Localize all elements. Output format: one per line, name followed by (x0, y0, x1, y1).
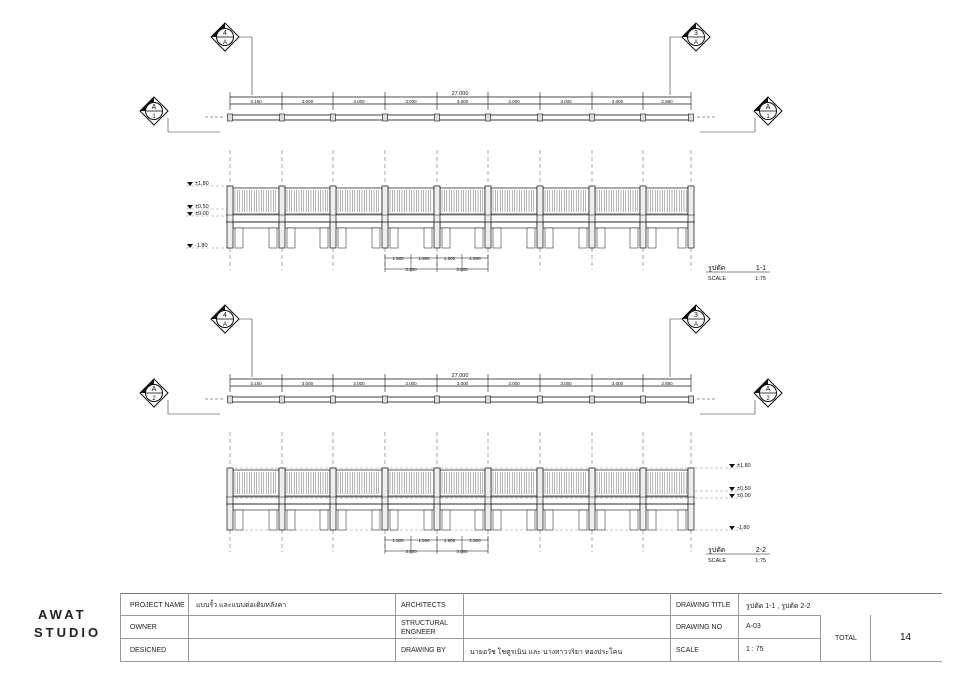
total-value: 14 (900, 632, 912, 643)
ground-beam (543, 222, 589, 228)
footing-pile (597, 228, 605, 248)
footing-pile (475, 510, 483, 530)
ground-beam (233, 504, 279, 510)
footing-pile (269, 510, 277, 530)
plan-column (590, 396, 595, 403)
footing-pile (390, 510, 398, 530)
fence-column (382, 186, 388, 248)
ground-beam (440, 222, 485, 228)
footing-pile (442, 228, 450, 248)
section-1-1 (168, 37, 770, 282)
marker-top-label: A (151, 104, 157, 111)
span-dimension-label: 3.000 (508, 99, 520, 104)
overall-dimension-label: 27.000 (451, 373, 469, 379)
span-dimension-label: 3.000 (611, 99, 624, 104)
plan-column (689, 396, 694, 403)
plan-column (383, 396, 388, 403)
marker-top-label: A (151, 386, 157, 393)
fence-column (640, 468, 646, 530)
footing-pile (545, 228, 553, 248)
title-block-col-line (395, 593, 396, 661)
footing-pile (269, 228, 277, 248)
level-label: -1.80 (737, 525, 750, 531)
footing-pile (287, 228, 295, 248)
level-label: ±0.50 (737, 486, 751, 492)
plan-beam (230, 397, 691, 402)
plan-column (538, 114, 543, 121)
section-2-2 (168, 319, 770, 564)
footing-pile (442, 510, 450, 530)
title-block-row-line (120, 638, 820, 639)
span-dimension-label: 3.000 (508, 381, 520, 386)
span-dimension-label: 2.850 (661, 381, 673, 386)
marker-bottom-label: A (222, 322, 228, 328)
level-triangle (729, 487, 735, 491)
title-block-col-line (870, 615, 871, 661)
ground-beam (646, 222, 688, 228)
designed-label: DESICNED (130, 647, 167, 654)
ground-beam (595, 222, 640, 228)
footing-pile (338, 510, 346, 530)
fence-column (485, 468, 491, 530)
footing-pile (372, 510, 380, 530)
footing-pile (424, 228, 432, 248)
marker-bottom-label: A (693, 40, 699, 46)
footing-pile (527, 510, 535, 530)
fence-column (382, 468, 388, 530)
marker-top-label: A (765, 104, 771, 111)
footing-pile (235, 228, 243, 248)
section-title-thai: รูปตัด (708, 265, 726, 272)
overall-dimension-label: 27.000 (451, 91, 469, 97)
level-label: ±0.50 (195, 204, 209, 210)
footing-pile (390, 228, 398, 248)
footing-pile (287, 510, 295, 530)
scale-value: 1 : 75 (746, 646, 764, 653)
ground-beam (336, 222, 382, 228)
span-dimension-label: 3.000 (301, 99, 314, 104)
drawing-by-value: นายอวัช โชตูรเนิน และ นางสาววริยา ทองประโคน (470, 649, 623, 656)
project-name-label: PROJECT NAME (130, 602, 185, 609)
level-label: ±0.00 (195, 211, 209, 217)
marker-top-label: 3 (694, 312, 698, 319)
span-dimension-label: 3.000 (456, 99, 469, 104)
footing-pile (648, 510, 656, 530)
bottom-dimension-label: 3.000 (405, 549, 417, 554)
section-marker-left (140, 97, 168, 125)
drawing-by-label: DRAWING BY (401, 647, 446, 654)
drawing-no-value: A-03 (746, 623, 761, 630)
fence-column (537, 186, 543, 248)
plan-column (383, 114, 388, 121)
plan-column (641, 396, 646, 403)
marker-top-label: 4 (223, 30, 227, 37)
level-triangle (729, 526, 735, 530)
plan-column (486, 114, 491, 121)
marker-bottom-label: A (222, 40, 228, 46)
fence-column (589, 468, 595, 530)
marker-bottom-label: 1 (766, 114, 770, 120)
footing-pile (579, 228, 587, 248)
plan-column (228, 396, 233, 403)
span-dimension-label: 3.000 (301, 381, 314, 386)
section-marker-left (140, 379, 168, 407)
footing-pile (678, 228, 686, 248)
footing-pile (320, 510, 328, 530)
total-label: TOTAL (835, 635, 857, 642)
drawing-no-label: DRAWING NO (676, 624, 723, 631)
section-scale-label: SCALE (708, 276, 727, 282)
footing-pile (424, 510, 432, 530)
section-title-number: 2-2 (755, 547, 766, 554)
footing-pile (630, 510, 638, 530)
title-block-bottom-border (120, 661, 942, 662)
footing-pile (527, 228, 535, 248)
section-scale-label: SCALE (708, 558, 727, 564)
span-dimension-label: 3.000 (611, 381, 624, 386)
plan-column (280, 396, 285, 403)
footing-pile (579, 510, 587, 530)
marker-bottom-label: 2 (152, 396, 156, 402)
ground-beam (388, 504, 434, 510)
bottom-dimension-label: 1.500 (469, 538, 481, 543)
footing-pile (235, 510, 243, 530)
bottom-dimension-label: 1.500 (443, 256, 456, 261)
grid-marker-4 (211, 23, 239, 51)
marker-top-label: 4 (223, 312, 227, 319)
span-dimension-label: 2.850 (661, 99, 673, 104)
level-label: ±1.80 (737, 463, 751, 469)
span-dimension-label: 3.150 (250, 381, 262, 386)
ground-beam (336, 504, 382, 510)
fence-column (227, 186, 233, 248)
footing-pile (493, 510, 501, 530)
ground-beam (491, 504, 537, 510)
fence-column (589, 186, 595, 248)
footing-pile (630, 228, 638, 248)
span-dimension-label: 3.000 (560, 99, 572, 104)
fence-column (330, 186, 336, 248)
section-scale-value: 1:75 (755, 558, 766, 564)
title-block-top-border (120, 593, 942, 594)
title-block-col-line (738, 593, 739, 661)
bottom-dimension-label: 1.500 (443, 538, 456, 543)
bottom-dimension-label: 1.500 (469, 256, 481, 261)
plan-column (590, 114, 595, 121)
level-triangle (729, 494, 735, 498)
fence-column (434, 468, 440, 530)
plan-beam (230, 115, 691, 120)
logo-text-top: AWAT (38, 607, 87, 622)
span-dimension-label: 3.000 (353, 99, 365, 104)
section-title-number: 1-1 (755, 265, 766, 272)
footing-pile (648, 228, 656, 248)
level-triangle (187, 182, 193, 186)
grid-marker-3 (682, 305, 710, 333)
title-block-col-line (463, 593, 464, 661)
section-marker-right (754, 97, 782, 125)
footing-pile (475, 228, 483, 248)
footing-pile (597, 510, 605, 530)
drawing-title-value: รูปตัด 1-1 , รูปตัด 2-2 (746, 603, 811, 610)
span-dimension-label: 3.000 (405, 99, 417, 104)
fence-column (434, 186, 440, 248)
ground-beam (285, 222, 330, 228)
ground-beam (388, 222, 434, 228)
fence-column (330, 468, 336, 530)
fence-column (279, 468, 285, 530)
span-dimension-label: 3.150 (250, 99, 262, 104)
level-triangle (187, 205, 193, 209)
footing-pile (372, 228, 380, 248)
bottom-dimension-label: 1.500 (392, 538, 404, 543)
footing-pile (338, 228, 346, 248)
level-label: ±0.00 (737, 493, 751, 499)
footing-pile (545, 510, 553, 530)
fence-column (279, 186, 285, 248)
ground-beam (491, 222, 537, 228)
grid-marker-3 (682, 23, 710, 51)
fence-column (688, 186, 694, 248)
fence-column (537, 468, 543, 530)
grid-marker-4 (211, 305, 239, 333)
fence-column (688, 468, 694, 530)
bottom-dimension-label: 1.500 (392, 256, 404, 261)
scale-label: SCALE (676, 647, 699, 654)
marker-bottom-label: 1 (152, 114, 156, 120)
footing-pile (320, 228, 328, 248)
plan-column (538, 396, 543, 403)
drawing-title-label: DRAWING TITLE (676, 602, 731, 609)
title-block-col-line (188, 593, 189, 661)
title-block-col-line (120, 593, 121, 661)
plan-column (331, 114, 336, 121)
plan-column (228, 114, 233, 121)
level-label: -1.80 (195, 243, 208, 249)
plan-column (435, 114, 440, 121)
bottom-dimension-label: 3.000 (405, 267, 417, 272)
span-dimension-label: 3.000 (405, 381, 417, 386)
marker-top-label: 3 (694, 30, 698, 37)
plan-column (486, 396, 491, 403)
plan-column (331, 396, 336, 403)
plan-column (435, 396, 440, 403)
section-marker-right (754, 379, 782, 407)
bottom-dimension-label: 1.500 (418, 256, 430, 261)
fence-column (227, 468, 233, 530)
ground-beam (440, 504, 485, 510)
marker-top-label: A (765, 386, 771, 393)
level-label: ±1.80 (195, 181, 209, 187)
marker-bottom-label: 2 (766, 396, 770, 402)
fence-column (485, 186, 491, 248)
studio-logo (28, 607, 108, 647)
footing-pile (678, 510, 686, 530)
level-triangle (187, 212, 193, 216)
title-block-col-line (820, 615, 821, 661)
fence-column (640, 186, 646, 248)
ground-beam (595, 504, 640, 510)
plan-column (280, 114, 285, 121)
span-dimension-label: 3.000 (560, 381, 572, 386)
plan-column (689, 114, 694, 121)
section-scale-value: 1:75 (755, 276, 766, 282)
structural-engineer-label: STRUCTURAL ENGNEER (401, 620, 448, 636)
architects-label: ARCHITECTS (401, 602, 446, 609)
logo-text-bottom: STUDIO (34, 625, 102, 640)
bottom-dimension-label: 1.500 (418, 538, 430, 543)
project-name-value: แบบรั้ว และแบบต่อเติมหลังคา (196, 602, 287, 609)
footing-pile (493, 228, 501, 248)
owner-label: OWNER (130, 624, 157, 631)
marker-bottom-label: A (693, 322, 699, 328)
bottom-dimension-label: 3.000 (456, 267, 468, 272)
level-triangle (729, 464, 735, 468)
section-title-thai: รูปตัด (708, 547, 726, 554)
span-dimension-label: 3.000 (456, 381, 469, 386)
level-triangle (187, 244, 193, 248)
ground-beam (285, 504, 330, 510)
span-dimension-label: 3.000 (353, 381, 365, 386)
plan-column (641, 114, 646, 121)
ground-beam (646, 504, 688, 510)
ground-beam (233, 222, 279, 228)
title-block-col-line (670, 593, 671, 661)
ground-beam (543, 504, 589, 510)
bottom-dimension-label: 3.000 (456, 549, 468, 554)
title-block-row-line (120, 615, 820, 616)
